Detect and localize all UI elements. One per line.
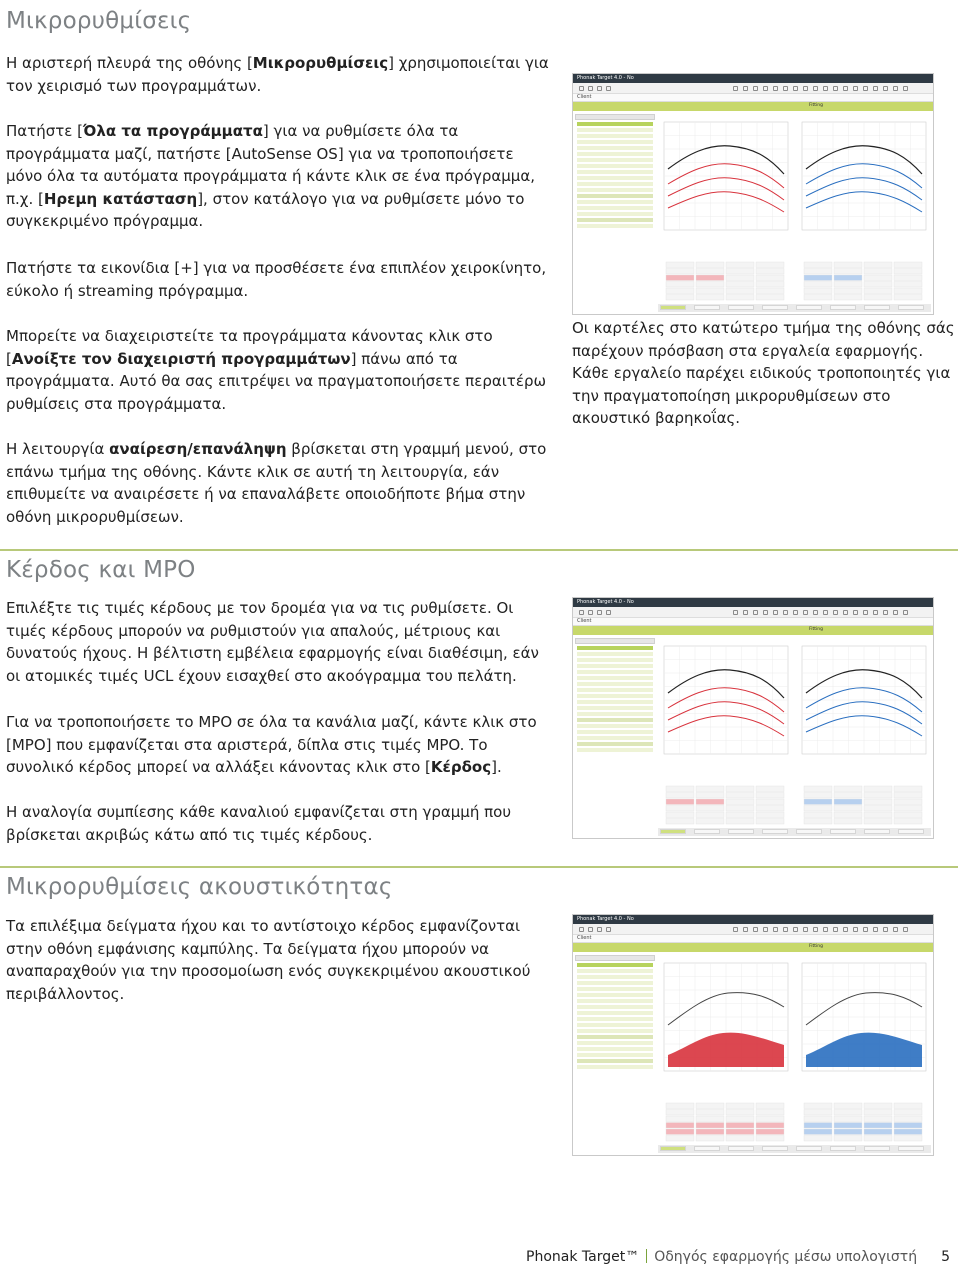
- tool-tab: [830, 1146, 856, 1151]
- paragraph: Η αναλογία συμπίεσης κάθε καναλιού εμφανίζεται στη γραμμή που βρίσκεται ακριβώς κάτω από τις τιμές κέρδους.: [6, 803, 512, 844]
- program-list-item: [577, 975, 653, 979]
- tool-tab: [694, 1146, 720, 1151]
- toolbar-icon: [803, 610, 808, 615]
- tool-tabs: [658, 1145, 931, 1153]
- program-list-item: [577, 122, 653, 126]
- tool-tab: [864, 829, 890, 834]
- section-divider: [0, 866, 958, 868]
- program-list-item: [577, 658, 653, 662]
- tool-tab: [728, 1146, 754, 1151]
- program-sidebar: [575, 638, 655, 836]
- paragraph: Επιλέξτε τις τιμές κέρδους με τον δρομέα για να τις ρυθμίσετε. Οι τιμές κέρδους μπορούν να ρυθμιστούν για απαλούς, μέτριους και δυνατούς ήχους. Η βέλτιστη εμβέλεια εφαρμογής είναι διαθέσιμη, εάν οι ατομικές τιμές UCL έχουν εισαχθεί στο ακοόγραμμα του πελάτη.: [6, 599, 539, 685]
- program-list-item: [577, 170, 653, 174]
- program-list-item: [577, 652, 653, 656]
- program-list-item: [577, 736, 653, 740]
- toolbar-icon: [773, 610, 778, 615]
- left-ear-graph: [664, 646, 788, 754]
- program-list-item: [577, 993, 653, 997]
- toolbar-icon: [863, 927, 868, 932]
- toolbar-icon: [823, 610, 828, 615]
- program-list-item: [577, 1041, 653, 1045]
- tool-tab: [728, 305, 754, 310]
- toolbar-icon: [597, 927, 602, 932]
- toolbar-icon: [883, 927, 888, 932]
- program-list-item: [577, 1047, 653, 1051]
- program-list-item: [577, 981, 653, 985]
- program-list-item: [577, 206, 653, 210]
- toolbar-icon: [588, 927, 593, 932]
- program-manager-button: [575, 114, 655, 120]
- toolbar-icon: [743, 610, 748, 615]
- toolbar-icon: [863, 610, 868, 615]
- toolbar-icon: [813, 610, 818, 615]
- toolbar-icon: [833, 610, 838, 615]
- program-list-item: [577, 664, 653, 668]
- toolbar-icon: [783, 927, 788, 932]
- client-row: [573, 94, 933, 102]
- window-titlebar: [573, 915, 933, 924]
- screenshot-fine-tuning: [572, 73, 934, 315]
- paragraph: Η αριστερή πλευρά της οθόνης [Μικρορυθμίσεις] χρησιμοποιείται για τον χειρισμό των προγραμμάτων.: [6, 54, 549, 95]
- program-list-item: [577, 140, 653, 144]
- left-ear-graph: [664, 122, 788, 230]
- client-label: Client: [577, 935, 592, 941]
- toolbar-icon: [843, 86, 848, 91]
- toolbar-icon: [823, 927, 828, 932]
- program-list-item: [577, 176, 653, 180]
- toolbar-icon: [733, 927, 738, 932]
- program-list-item: [577, 742, 653, 746]
- program-list-item: [577, 128, 653, 132]
- toolbar-icon: [773, 927, 778, 932]
- toolbar-icon: [843, 927, 848, 932]
- toolbar-icon: [763, 610, 768, 615]
- tool-tab: [762, 1146, 788, 1151]
- right-ear-graph: [802, 646, 926, 754]
- client-label: Client: [577, 618, 592, 624]
- fitting-navbar: [573, 943, 933, 952]
- program-sidebar: [575, 114, 655, 312]
- program-list-item: [577, 1053, 653, 1057]
- paragraph: Τα επιλέξιμα δείγματα ήχου και το αντίστοιχο κέρδος εμφανίζονται στην οθόνη εμφάνισης καμπύλης. Τα δείγματα ήχου μπορούν να αναπαραχθούν για την προσομοίωση ενός συγκεκριμένου ακουστικού περιβάλλοντος.: [6, 917, 531, 1003]
- toolbar-icon: [833, 927, 838, 932]
- toolbar-icon: [793, 86, 798, 91]
- program-list-item: [577, 969, 653, 973]
- gain-table: [658, 1101, 931, 1143]
- program-list-item: [577, 963, 653, 967]
- window-title: Phonak Target 4.0 - No: [577, 916, 634, 922]
- window-titlebar: [573, 598, 933, 607]
- toolbar-icon: [893, 610, 898, 615]
- program-list-item: [577, 706, 653, 710]
- tool-tab: [660, 1146, 686, 1151]
- toolbar-icon: [606, 610, 611, 615]
- toolbar-icon: [853, 927, 858, 932]
- tool-tab: [898, 829, 924, 834]
- toolbar-icon: [597, 86, 602, 91]
- toolbar-icon: [579, 86, 584, 91]
- section-title-audibility: Μικρορυθμίσεις ακουστικότητας: [6, 874, 393, 900]
- program-list-item: [577, 1023, 653, 1027]
- program-list-item: [577, 152, 653, 156]
- program-list-item: [577, 1017, 653, 1021]
- gain-table-grid: [658, 784, 930, 826]
- toolbar-icon: [793, 610, 798, 615]
- program-list-item: [577, 999, 653, 1003]
- paragraph: Μπορείτε να διαχειριστείτε τα προγράμματα κάνοντας κλικ στο [Ανοίξτε τον διαχειριστή προγραμμάτων] πάνω από τα προγράμματα. Αυτό θα σας επιτρέψει να πραγματοποιήσετε περαιτέρω ρυθμίσεις στα προγράμματα.: [6, 327, 547, 413]
- tool-tab: [660, 829, 686, 834]
- fitting-label: Fitting: [809, 944, 823, 949]
- right-ear-graph: [802, 963, 926, 1071]
- tool-tab: [660, 305, 686, 310]
- toolbar-icon: [853, 610, 858, 615]
- toolbar-icon: [893, 86, 898, 91]
- program-list-item: [577, 218, 653, 222]
- toolbar-icon: [606, 927, 611, 932]
- tool-tabs: [658, 304, 931, 312]
- tool-tab: [830, 829, 856, 834]
- program-list-item: [577, 676, 653, 680]
- program-list-item: [577, 1059, 653, 1063]
- program-list-item: [577, 646, 653, 650]
- program-manager-button: [575, 955, 655, 961]
- fitting-navbar: [573, 626, 933, 635]
- tool-tab: [898, 305, 924, 310]
- toolbar-icon: [793, 927, 798, 932]
- toolbar-icon: [763, 927, 768, 932]
- program-list-item: [577, 1011, 653, 1015]
- window-titlebar: [573, 74, 933, 83]
- toolbar-icon: [579, 610, 584, 615]
- toolbar: [573, 924, 933, 935]
- program-list-item: [577, 712, 653, 716]
- toolbar-icon: [893, 927, 898, 932]
- tool-tab: [796, 1146, 822, 1151]
- toolbar-icon: [733, 610, 738, 615]
- toolbar-icon: [873, 927, 878, 932]
- paragraph: Πατήστε τα εικονίδια [+] για να προσθέσετε ένα επιπλέον χειροκίνητο, εύκολο ή streaming πρόγραμμα.: [6, 259, 547, 300]
- footer-brand: Phonak Target™: [526, 1249, 640, 1265]
- toolbar-icon: [853, 86, 858, 91]
- program-list-item: [577, 1065, 653, 1069]
- fitting-label: Fitting: [809, 627, 823, 632]
- program-list-item: [577, 1005, 653, 1009]
- toolbar-icon: [903, 610, 908, 615]
- toolbar-icon: [883, 610, 888, 615]
- program-list-item: [577, 987, 653, 991]
- program-manager-button: [575, 638, 655, 644]
- toolbar-icon: [588, 610, 593, 615]
- screenshot-gain-mpo: [572, 597, 934, 839]
- paragraph: Η λειτουργία αναίρεση/επανάληψη βρίσκεται στη γραμμή μενού, στο επάνω τμήμα της οθόνης. Κάντε κλικ σε αυτή τη λειτουργία, εάν επιθυμείτε να αναιρέσετε ή να επαναλάβετε οποιοδήποτε βήμα στην οθόνη μικρορυθμίσεων.: [6, 440, 547, 526]
- section-title-fine-tuning: Μικρορυθμίσεις: [6, 8, 192, 34]
- program-list-item: [577, 718, 653, 722]
- program-list-item: [577, 724, 653, 728]
- tool-tab: [694, 305, 720, 310]
- toolbar-icon: [873, 610, 878, 615]
- section-divider: [0, 549, 958, 551]
- toolbar-icon: [597, 610, 602, 615]
- right-ear-graph: [802, 122, 926, 230]
- tool-tab: [694, 829, 720, 834]
- page-footer: [526, 1249, 950, 1265]
- screenshot-caption: Οι καρτέλες στο κατώτερο τμήμα της οθόνης σάς παρέχουν πρόσβαση στα εργαλεία εφαρμογής. Κάθε εργαλείο παρέχει ειδικούς τροποποιητές για την πραγματοποίηση μικρορυθμίσεων στο ακουστικό βαρηκοΐας.: [572, 319, 955, 427]
- tool-tabs: [658, 828, 931, 836]
- program-sidebar: [575, 955, 655, 1153]
- toolbar: [573, 83, 933, 94]
- toolbar-icon: [883, 86, 888, 91]
- toolbar-icon: [588, 86, 593, 91]
- program-list-item: [577, 1035, 653, 1039]
- program-list-item: [577, 1029, 653, 1033]
- toolbar-icon: [783, 86, 788, 91]
- screenshot-audibility: [572, 914, 934, 1156]
- gain-table: [658, 260, 931, 302]
- toolbar-icon: [753, 610, 758, 615]
- toolbar-icon: [903, 86, 908, 91]
- toolbar-icon: [763, 86, 768, 91]
- tool-tab: [796, 829, 822, 834]
- program-list-item: [577, 224, 653, 228]
- program-list-item: [577, 164, 653, 168]
- program-list-item: [577, 670, 653, 674]
- program-list-item: [577, 146, 653, 150]
- curve-chart: [658, 638, 930, 758]
- tool-tab: [864, 1146, 890, 1151]
- page-number: 5: [941, 1249, 950, 1265]
- toolbar-icon: [873, 86, 878, 91]
- fitting-navbar: [573, 102, 933, 111]
- toolbar-icon: [803, 927, 808, 932]
- footer-separator: [646, 1249, 647, 1263]
- curve-display: [658, 955, 931, 1075]
- section-title-gain-mpo: Κέρδος και MPO: [6, 557, 196, 583]
- tool-tab: [830, 305, 856, 310]
- toolbar-icon: [823, 86, 828, 91]
- toolbar-icon: [863, 86, 868, 91]
- program-list-item: [577, 700, 653, 704]
- program-list-item: [577, 158, 653, 162]
- toolbar-icon: [843, 610, 848, 615]
- toolbar-icon: [579, 927, 584, 932]
- tool-tab: [796, 305, 822, 310]
- client-row: [573, 935, 933, 943]
- footer-guide-title: Οδηγός εφαρμογής μέσω υπολογιστή: [654, 1249, 918, 1265]
- toolbar-icon: [783, 610, 788, 615]
- program-list-item: [577, 194, 653, 198]
- toolbar-icon: [743, 927, 748, 932]
- program-list-item: [577, 688, 653, 692]
- left-ear-graph: [664, 963, 788, 1071]
- toolbar-icon: [743, 86, 748, 91]
- tool-tab: [728, 829, 754, 834]
- program-list-item: [577, 694, 653, 698]
- toolbar-icon: [606, 86, 611, 91]
- toolbar-icon: [753, 86, 758, 91]
- program-list-item: [577, 212, 653, 216]
- toolbar-icon: [753, 927, 758, 932]
- fitting-label: Fitting: [809, 103, 823, 108]
- gain-table: [658, 784, 931, 826]
- toolbar-icon: [813, 86, 818, 91]
- curve-display: [658, 638, 931, 758]
- program-list-item: [577, 748, 653, 752]
- tool-tab: [762, 829, 788, 834]
- curve-display: [658, 114, 931, 234]
- toolbar-icon: [903, 927, 908, 932]
- window-title: Phonak Target 4.0 - No: [577, 599, 634, 605]
- toolbar-icon: [733, 86, 738, 91]
- tool-tab: [898, 1146, 924, 1151]
- window-title: Phonak Target 4.0 - No: [577, 75, 634, 81]
- toolbar-icon: [833, 86, 838, 91]
- program-list-item: [577, 200, 653, 204]
- paragraph: Για να τροποποιήσετε το MPO σε όλα τα κανάλια μαζί, κάντε κλικ στο [MPO] που εμφανίζεται στα αριστερά, δίπλα στις τιμές MPO. Το συνολικό κέρδος μπορεί να αλλάξει κάνοντας κλικ στο [Κέρδος].: [6, 713, 537, 776]
- gain-table-grid: [658, 1101, 930, 1143]
- curve-chart: [658, 114, 930, 234]
- curve-chart: [658, 955, 930, 1075]
- toolbar-icon: [773, 86, 778, 91]
- tool-tab: [864, 305, 890, 310]
- toolbar-icon: [813, 927, 818, 932]
- toolbar: [573, 607, 933, 618]
- tool-tab: [762, 305, 788, 310]
- gain-table-grid: [658, 260, 930, 302]
- client-label: Client: [577, 94, 592, 100]
- program-list-item: [577, 730, 653, 734]
- client-row: [573, 618, 933, 626]
- program-list-item: [577, 682, 653, 686]
- toolbar-icon: [803, 86, 808, 91]
- program-list-item: [577, 188, 653, 192]
- program-list-item: [577, 134, 653, 138]
- paragraph: Πατήστε [Όλα τα προγράμματα] για να ρυθμίσετε όλα τα προγράμματα μαζί, πατήστε [AutoSense OS] για να τροποποιήσετε μόνο όλα τα αυτόματα προγράμματα ή κάντε κλικ σε ένα πρόγραμμα, π.χ. [Ηρεμη κατάσταση], στον κατάλογο για να ρυθμίσετε μόνο το συγκεκριμένο πρόγραμμα.: [6, 122, 535, 230]
- program-list-item: [577, 182, 653, 186]
